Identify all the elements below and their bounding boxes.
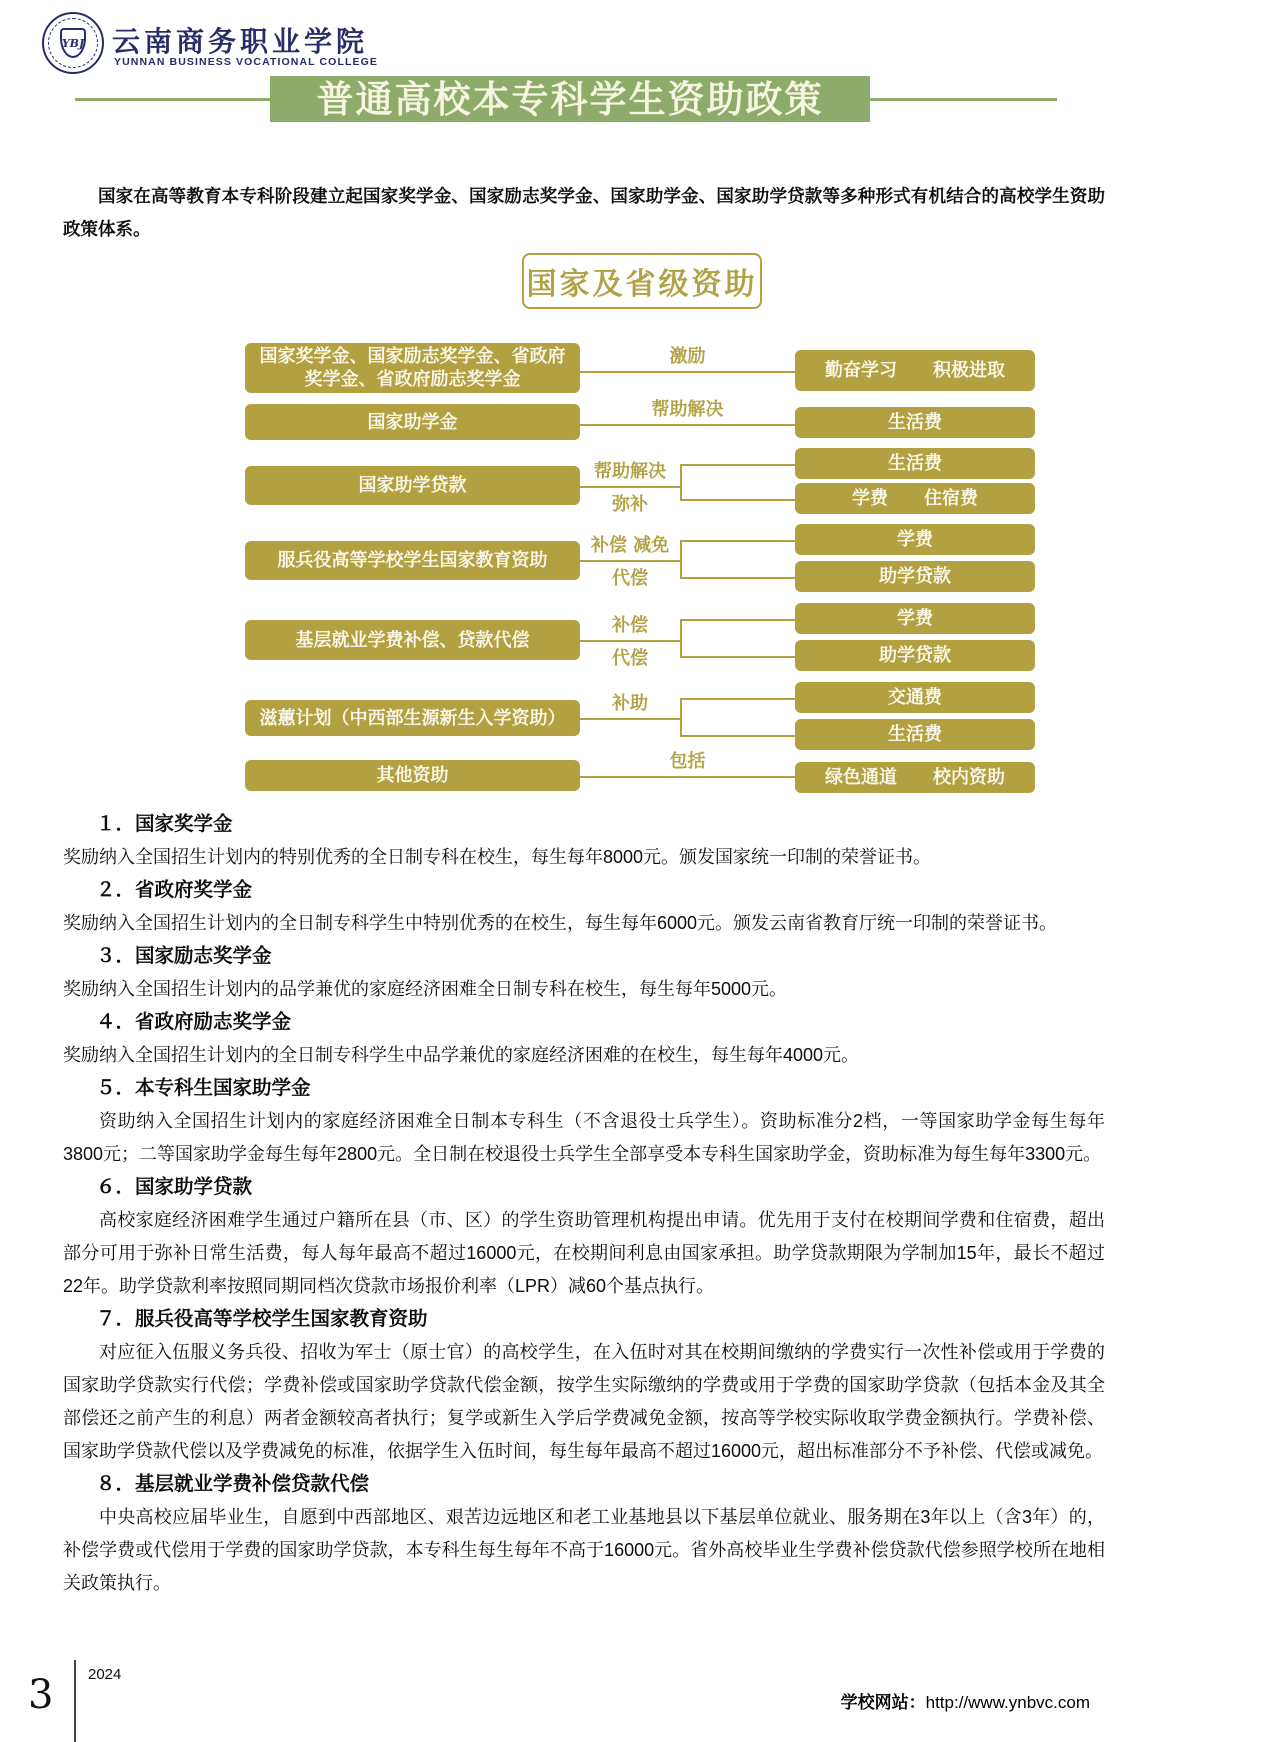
footer-divider — [74, 1660, 76, 1742]
section-body: 奖励纳入全国招生计划内的全日制专科学生中特别优秀的在校生，每生每年6000元。颁发云南省教育厅统一印制的荣誉证书。 — [63, 913, 1058, 933]
flow-label: 弥补 — [612, 494, 648, 515]
flow-connector — [680, 540, 795, 542]
flow-label: 代偿 — [612, 568, 648, 589]
section-body: 对应征入伍服义务兵役、招收为军士（原士官）的高校学生，在入伍时对其在校期间缴纳的学费实行一次性补偿或用于学费的国家助学贷款实行代偿；学费补偿或国家助学贷款代偿金额，按学生实际缴纳的学费或用于学费的国家助学贷款（包括本金及其全部偿还之前产生的利息）两者金额较高者执行；复学或新生入学后学费减免金额，按高等学校实际收取学费金额执行。学费补偿、国家助学贷款代偿以及学费减免的标准，依据学生入伍时间，每生每年最高不超过16000元，超出标准部分不予补偿、代偿或减免。 — [63, 1342, 1105, 1461]
section-body: 高校家庭经济困难学生通过户籍所在县（市、区）的学生资助管理机构提出申请。优先用于支付在校期间学费和住宿费，超出部分可用于弥补日常生活费，每人每年最高不超过16000元，在校期间利息由国家承担。助学贷款期限为学制加15年，最长不超过22年。助学贷款利率按照同期同档次贷款市场报价利率（LPR）减60个基点执行。 — [63, 1210, 1105, 1296]
section-heading: ６．国家助学贷款 — [96, 1176, 253, 1198]
flow-source-box: 滋蕙计划（中西部生源新生入学资助） — [245, 700, 580, 736]
flow-label: 代偿 — [612, 648, 648, 669]
flow-target-box: 生活费 — [795, 407, 1035, 438]
section-heading: １．国家奖学金 — [96, 813, 233, 835]
footer-year: 2024 — [88, 1666, 122, 1683]
footer-website — [841, 1688, 1090, 1713]
flow-connector — [680, 499, 795, 501]
section-body: 中央高校应届毕业生，自愿到中西部地区、艰苦边远地区和老工业基地县以下基层单位就业、服务期在3年以上（含3年）的，补偿学费或代偿用于学费的国家助学贷款，本专科生每生每年不高于16000元。省外高校毕业生学费补偿贷款代偿参照学校所在地相关政策执行。 — [63, 1507, 1105, 1593]
page-title-banner: 普通高校本专科学生资助政策 — [270, 76, 870, 122]
section-body: 奖励纳入全国招生计划内的全日制专科学生中品学兼优的家庭经济困难的在校生，每生每年4000元。 — [63, 1045, 860, 1065]
section-body: 奖励纳入全国招生计划内的特别优秀的全日制专科在校生，每生每年8000元。颁发国家统一印制的荣誉证书。 — [63, 847, 932, 867]
flow-connector — [580, 718, 680, 720]
flow-label: 帮助解决 — [594, 461, 666, 482]
flow-source-box: 国家助学贷款 — [245, 466, 580, 505]
college-name: 云南商务职业学院 — [112, 25, 369, 58]
flow-label: 帮助解决 — [651, 399, 724, 420]
flow-label: 补偿 减免 — [590, 535, 670, 556]
logo-shield-icon: YBJ — [60, 28, 86, 58]
chart-title-box: 国家及省级资助 — [522, 253, 762, 309]
flow-label: 补助 — [612, 693, 648, 714]
footer-website-url: http://www.ynbvc.com — [925, 1693, 1090, 1712]
flow-target-box: 绿色通道 校内资助 — [795, 762, 1035, 793]
flow-source-box: 基层就业学费补偿、贷款代偿 — [245, 620, 580, 660]
flow-target-box: 生活费 — [795, 719, 1035, 750]
section-heading: ８．基层就业学费补偿贷款代偿 — [96, 1473, 370, 1495]
flow-connector — [580, 640, 680, 642]
aid-flowchart — [0, 0, 1280, 810]
flow-connector — [680, 577, 795, 579]
intro-paragraph: 国家在高等教育本专科阶段建立起国家奖学金、国家励志奖学金、国家助学金、国家助学贷款等多种形式有机结合的高校学生资助政策体系。 — [63, 185, 1105, 239]
section-body: 奖励纳入全国招生计划内的品学兼优的家庭经济困难全日制专科在校生，每生每年5000元。 — [63, 979, 788, 999]
flow-source-box: 国家奖学金、国家励志奖学金、省政府奖学金、省政府励志奖学金 — [245, 343, 580, 393]
section-body: 资助纳入全国招生计划内的家庭经济困难全日制本专科生（不含退役士兵学生）。资助标准分2档，一等国家助学金每生每年3800元；二等国家助学金每生每年2800元。全日制在校退役士兵学生全部享受本专科生国家助学金，资助标准为每生每年3300元。 — [63, 1111, 1105, 1164]
flow-target-box: 助学贷款 — [795, 640, 1035, 671]
page-number: 3 — [28, 1672, 54, 1718]
flow-connector — [580, 776, 795, 778]
section-heading: ７．服兵役高等学校学生国家教育资助 — [96, 1308, 428, 1330]
flow-connector — [680, 656, 795, 658]
policy-sections — [63, 808, 1105, 1600]
flow-connector — [680, 619, 795, 621]
flow-connector — [580, 560, 680, 562]
flow-source-box: 其他资助 — [245, 760, 580, 791]
flow-connector — [680, 735, 795, 737]
flow-connector — [680, 698, 682, 737]
flow-label: 包括 — [669, 751, 706, 772]
footer-website-label: 学校网站： — [840, 1693, 926, 1712]
flow-target-box: 学费 住宿费 — [795, 483, 1035, 514]
section-heading: ３．国家励志奖学金 — [96, 945, 272, 967]
flow-connector — [680, 464, 795, 466]
flow-source-box: 国家助学金 — [245, 404, 580, 440]
flow-connector — [580, 424, 795, 426]
flow-connector — [680, 464, 682, 501]
flow-label: 补偿 — [612, 615, 648, 636]
flow-target-box: 助学贷款 — [795, 561, 1035, 592]
flow-connector — [580, 486, 680, 488]
flow-connector — [680, 698, 795, 700]
section-heading: ２．省政府奖学金 — [96, 879, 253, 901]
flow-connector — [680, 540, 682, 579]
section-heading: ５．本专科生国家助学金 — [96, 1077, 311, 1099]
flow-connector — [680, 619, 682, 658]
flow-target-box: 学费 — [795, 524, 1035, 555]
flow-target-box: 勤奋学习 积极进取 — [795, 350, 1035, 391]
section-heading: ４．省政府励志奖学金 — [96, 1011, 292, 1033]
flow-source-box: 服兵役高等学校学生国家教育资助 — [245, 541, 580, 580]
flow-target-box: 学费 — [795, 603, 1035, 634]
flow-label: 激励 — [669, 346, 706, 367]
flow-target-box: 交通费 — [795, 682, 1035, 713]
flow-target-box: 生活费 — [795, 448, 1035, 479]
flow-connector — [580, 371, 795, 373]
college-name-en: YUNNAN BUSINESS VOCATIONAL COLLEGE — [114, 56, 378, 68]
